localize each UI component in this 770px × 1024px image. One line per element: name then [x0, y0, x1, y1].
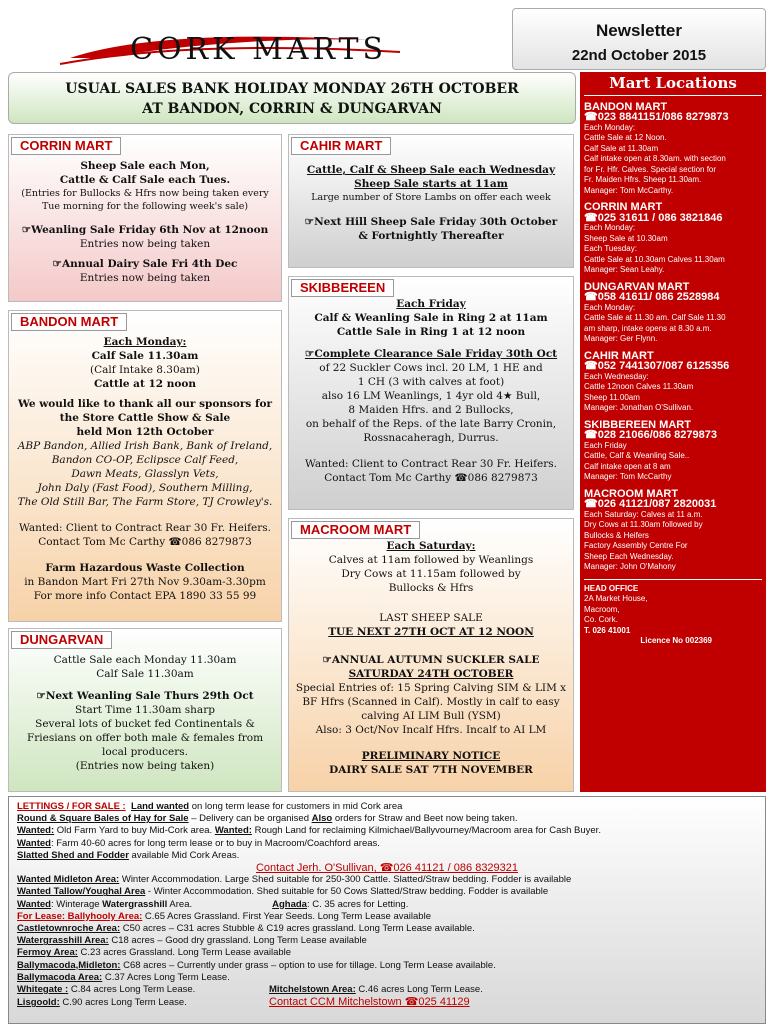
lettings-label: Ballymacoda,Midleton: — [17, 959, 121, 971]
macroom-line-1: Each Saturday: — [386, 540, 476, 552]
mart-location-detail: Each Saturday: Calves at 11 a.m. — [584, 509, 703, 519]
lettings-text: Old Farm Yard to buy Mid-Cork area. — [54, 825, 215, 837]
macroom-line-5: LAST SHEEP SALE — [379, 612, 483, 624]
mart-location-phone: ☎025 31611 / 086 3821846 — [584, 211, 723, 224]
skibbereen-line-3: Cattle Sale in Ring 1 at 12 noon — [336, 326, 526, 338]
mart-location-name: SKIBBEREEN MART — [584, 418, 691, 431]
skibbereen-line-6: 1 CH (3 with calves at foot) — [357, 376, 505, 388]
bandon-line-6: held Mon 12th October — [76, 426, 214, 438]
dungarvan-line-4: Start Time 11.30am sharp — [75, 704, 215, 716]
skibbereen-line-7: also 16 LM Weanlings, 1 4yr old 4★ Bull, — [321, 390, 541, 402]
lettings-label: Round & Square Bales of Hay for Sale — [17, 813, 189, 825]
corrin-line-7: Entries now being taken — [79, 272, 211, 284]
land-wanted: Land wanted — [131, 801, 190, 812]
mart-location-phone: ☎026 41121/087 2820031 — [584, 498, 717, 510]
lettings-label: Whitegate : — [17, 984, 69, 996]
corrin-title: CORRIN MART — [11, 137, 121, 155]
bandon-line-4: Cattle at 12 noon — [93, 378, 197, 390]
mart-location-detail: Manager: Ger Flynn. — [584, 334, 658, 343]
head-office-line-2: Macroom, — [584, 604, 620, 614]
macroom-line-6: TUE NEXT 27TH OCT AT 12 NOON — [328, 626, 534, 638]
mart-location-detail: Cattle 12noon Calves 11.30am — [584, 382, 694, 391]
mart-location-detail: Cattle Sale at 10.30am Calves 11.30am — [584, 254, 725, 264]
mart-location-detail: Each Monday: — [584, 302, 636, 312]
mart-location-detail: Cattle, Calf & Weanling Sale.. — [584, 451, 690, 460]
lettings-label: Fermoy Area: — [17, 947, 78, 959]
mart-location-detail: Manager: Sean Leahy. — [584, 265, 665, 274]
mart-location-phone: ☎052 7441307/087 6125356 — [584, 360, 730, 372]
lettings-text: C.84 acres Long Term Lease. — [68, 984, 196, 996]
mart-location-entry — [584, 420, 762, 483]
mart-location-entry — [584, 351, 762, 414]
mart-location-detail: Fr. Maiden Hfrs. Sheep 11.30am. — [584, 175, 702, 184]
mart-location-detail: Bullocks & Heifers — [584, 530, 649, 540]
lettings-text: Area. — [167, 898, 193, 910]
dungarvan-mart-box — [8, 628, 282, 792]
lettings-label: Wanted — [17, 898, 51, 910]
bandon-line-1: Each Monday: — [103, 336, 187, 348]
bank-holiday-banner — [8, 72, 576, 124]
mart-location-detail: for Fr. Hfr. Calves. Special section for — [584, 164, 717, 174]
dungarvan-line-1: Cattle Sale each Monday 11.30am — [53, 654, 237, 666]
mart-location-detail: Manager: Tom McCarthy. — [584, 185, 674, 195]
corrin-line-3: (Entries for Bullocks & Hfrs now being taken every Tue morning for the following week's sale) — [21, 188, 269, 212]
lettings-label: Wanted Tallow/Youghal Area — [17, 886, 146, 898]
lettings-label: Castletownroche Area: — [17, 923, 121, 935]
logo — [40, 18, 510, 78]
lettings-text: C.65 Acres Grassland. First Year Seeds. Long Term Lease available — [142, 910, 431, 922]
skibbereen-line-11: Wanted: Client to Contract Rear 30 Fr. Heifers. — [305, 458, 557, 470]
cahir-line-2: Sheep Sale starts at 11am — [354, 178, 508, 190]
head-office-line-3: Co. Cork. — [584, 615, 618, 624]
dungarvan-title: DUNGARVAN — [11, 631, 112, 649]
lettings-label: Wanted — [17, 837, 51, 849]
skibbereen-line-5: of 22 Suckler Cows incl. 20 LM, 1 HE and — [319, 362, 543, 374]
head-office-line-1: 2A Market House, — [584, 594, 648, 603]
mart-location-entry — [584, 282, 762, 345]
head-office-title: HEAD OFFICE — [584, 583, 639, 593]
head-office-tel: T. 026 41001 — [584, 625, 631, 635]
mart-location-phone: ☎058 41611/ 086 2528984 — [584, 291, 720, 303]
newsletter-title: Newsletter — [596, 21, 682, 40]
contact-ccm-mitchelstown: Contact CCM Mitchelstown ☎025 41129 — [269, 996, 470, 1009]
corrin-line-4: ☞Weanling Sale Friday 6th Nov at 12noon — [21, 224, 269, 236]
mart-location-detail: Cattle Sale at 11.30 am. Calf Sale 11.30 — [584, 313, 726, 322]
lettings-text: – Delivery can be organised — [188, 813, 312, 825]
macroom-line-12: DAIRY SALE SAT 7TH NOVEMBER — [329, 764, 533, 776]
corrin-line-2: Cattle & Calf Sale each Tues. — [59, 174, 231, 186]
mart-location-detail: Each Monday: — [584, 122, 636, 132]
contact-jerh-osullivan: Contact Jerh. O'Sullivan, ☎026 41121 / 086 8329321 — [255, 862, 519, 875]
mart-location-entry — [584, 102, 762, 197]
lettings-text: C.90 acres Long Term Lease. — [59, 997, 187, 1009]
skibbereen-title: SKIBBEREEN — [291, 279, 394, 297]
bandon-line-16: For more info Contact EPA 1890 33 55 99 — [33, 590, 257, 602]
dungarvan-line-5: Several lots of bucket fed Continentals & Friesians on offer both male & females from local producers. — [26, 718, 264, 758]
cahir-line-4: ☞Next Hill Sheep Sale Friday 30th October — [304, 216, 558, 228]
skibbereen-line-12: Contact Tom Mc Carthy ☎086 8279873 — [324, 472, 538, 484]
mart-location-detail: Manager: Tom McCarthy — [584, 472, 672, 481]
lettings-text: on long term lease for customers in mid Cork area — [189, 801, 403, 812]
dungarvan-line-6: (Entries now being taken) — [75, 760, 215, 772]
bandon-line-11: The Old Still Bar, The Farm Store, TJ Crowley's. — [17, 496, 273, 508]
mart-locations-title: Mart Locations — [584, 72, 762, 96]
lettings-text: - Winter Accommodation. Shed suitable for 50 Cows Slatted/Straw bedding. Fodder is available — [145, 886, 549, 898]
macroom-line-4: Bullocks & Hfrs — [388, 582, 474, 594]
macroom-line-3: Dry Cows at 11.15am followed by — [341, 568, 521, 580]
lettings-label: Wanted: — [214, 825, 252, 837]
mart-location-name: CORRIN MART — [584, 201, 663, 213]
macroom-line-8: SATURDAY 24TH OCTOBER — [348, 668, 514, 680]
cahir-title: CAHIR MART — [291, 137, 391, 155]
newsletter-date: 22nd October 2015 — [571, 47, 707, 64]
lettings-text: C18 acres – Good dry grassland. Long Term Lease available — [108, 935, 367, 947]
lettings-label: Watergrasshill — [102, 898, 168, 910]
bandon-line-2: Calf Sale 11.30am — [91, 350, 199, 362]
bandon-line-13: Contact Tom Mc Carthy ☎086 8279873 — [38, 536, 252, 548]
mart-location-name: DUNGARVAN MART — [584, 280, 690, 293]
bandon-title: BANDON MART — [11, 313, 127, 331]
mart-location-detail: Sheep Each Wednesday. — [584, 551, 674, 561]
lettings-text: available Mid Cork Areas. — [128, 849, 240, 861]
licence-number: Licence No 002369 — [640, 636, 712, 645]
mart-location-phone: ☎028 21066/086 8279873 — [584, 429, 717, 441]
bandon-line-15: in Bandon Mart Fri 27th Nov 9.30am-3.30pm — [24, 576, 266, 588]
mart-location-detail: Each Tuesday: — [584, 244, 637, 253]
bandon-line-7: ABP Bandon, Allied Irish Bank, Bank of Ireland, — [17, 440, 273, 452]
corrin-line-5: Entries now being taken — [79, 238, 211, 250]
lettings-label: Aghada — [272, 898, 307, 910]
macroom-title: MACROOM MART — [291, 521, 420, 539]
bandon-mart-box — [8, 310, 282, 622]
skibbereen-line-1: Each Friday — [396, 298, 466, 310]
lettings-label: Also — [311, 813, 333, 825]
skibbereen-mart-box — [288, 276, 574, 510]
lettings-text: C50 acres – C31 acres Stubble & C19 acres grassland. Long Term Lease available. — [120, 923, 475, 935]
mart-location-detail: Calf intake open at 8.30am. with section — [584, 154, 726, 163]
mart-location-entry — [584, 489, 762, 573]
lettings-label: Lisgoold: — [17, 997, 60, 1009]
macroom-mart-box — [288, 518, 574, 792]
mart-location-detail: Sheep Sale at 10.30am — [584, 233, 668, 243]
skibbereen-line-4: ☞Complete Clearance Sale Friday 30th Oct — [304, 348, 558, 360]
lettings-text: C.23 acres Grassland. Long Term Lease available — [77, 947, 292, 959]
lettings-text: C.46 acres Long Term Lease. — [355, 984, 483, 996]
macroom-line-9: Special Entries of: 15 Spring Calving SIM & LIM x BF Hfrs (Scanned in Calf). Mostly in calf to easy calving AI LIM Bull (YSM) — [295, 682, 567, 722]
cahir-mart-box — [288, 134, 574, 268]
mart-location-detail: Cattle Sale at 12 Noon. — [584, 133, 667, 142]
newsletter-box — [512, 8, 766, 70]
lettings-text: C.37 Acres Long Term Lease. — [102, 971, 230, 983]
lettings-text: orders for Straw and Beet now being taken. — [332, 813, 518, 825]
mart-locations-list — [584, 102, 762, 573]
corrin-line-1: Sheep Sale each Mon, — [80, 160, 210, 172]
mart-location-detail: Manager: Jonathan O'Sullivan. — [584, 403, 694, 412]
macroom-line-11: PRELIMINARY NOTICE — [361, 750, 501, 762]
lettings-text: : Winterage — [50, 898, 103, 910]
mart-location-name: BANDON MART — [584, 100, 668, 113]
banner-line-1: USUAL SALES BANK HOLIDAY MONDAY 26TH OCTOBER — [65, 81, 519, 97]
mart-location-detail: Sheep 11.00am — [584, 392, 640, 402]
lettings-label: Wanted: — [17, 825, 55, 837]
skibbereen-line-10: Rossnacaheragh, Durrus. — [363, 432, 499, 444]
logo-text: CORK MARTS — [130, 32, 388, 67]
skibbereen-line-2: Calf & Weanling Sale in Ring 2 at 11am — [314, 312, 548, 324]
bandon-line-8: Bandon CO-OP, Eclipsce Calf Feed, — [51, 454, 239, 466]
lettings-text: C68 acres – Currently under grass – option to use for tillage. Long Term Lease available. — [120, 959, 496, 971]
mart-location-detail: am sharp, intake opens at 8.30 a.m. — [584, 323, 712, 333]
bandon-line-5: We would like to thank all our sponsors for the Store Cattle Show & Sale — [17, 398, 273, 424]
mart-location-detail: Manager: John O'Mahony — [584, 562, 676, 571]
mart-location-detail: Each Wednesday: — [584, 371, 649, 381]
lettings-text: : Farm 40-60 acres for long term lease or to buy in Macroom/Coachford areas. — [50, 837, 380, 849]
corrin-line-6: ☞Annual Dairy Sale Fri 4th Dec — [52, 258, 238, 270]
lettings-text: : C. 35 acres for Letting. — [306, 898, 409, 910]
macroom-line-10: Also: 3 Oct/Nov Incalf Hfrs. Incalf to AI LM — [315, 724, 547, 736]
mart-location-phone: ☎023 8841151/086 8279873 — [584, 111, 729, 123]
bandon-line-3: (Calf Intake 8.30am) — [90, 364, 200, 376]
dungarvan-line-2: Calf Sale 11.30am — [96, 668, 194, 680]
skibbereen-line-9: on behalf of the Reps. of the late Barry Cronin, — [305, 418, 557, 430]
cahir-line-1: Cattle, Calf & Sheep Sale each Wednesday — [306, 164, 556, 176]
cahir-line-3: Large number of Store Lambs on offer each week — [311, 192, 551, 203]
bandon-line-14: Farm Hazardous Waste Collection — [45, 562, 245, 574]
bandon-line-9: Dawn Meats, Glasslyn Vets, — [71, 468, 219, 480]
bandon-line-12: Wanted: Client to Contract Rear 30 Fr. Heifers. — [19, 522, 271, 534]
lettings-label: Ballymacoda Area: — [17, 971, 103, 983]
banner-line-2: AT BANDON, CORRIN & DUNGARVAN — [142, 101, 442, 117]
lettings-label: Wanted Midleton Area: — [17, 874, 120, 886]
skibbereen-line-8: 8 Maiden Hfrs. and 2 Bullocks, — [348, 404, 514, 416]
macroom-line-7: ☞ANNUAL AUTUMN SUCKLER SALE — [322, 654, 540, 666]
mart-location-name: CAHIR MART — [584, 349, 654, 362]
mart-location-detail: Factory Assembly Centre For — [584, 541, 688, 550]
mart-location-detail: Each Monday: — [584, 223, 636, 232]
lettings-text: Rough Land for reclaiming Kilmichael/Ballyvourney/Macroom area for Cash Buyer. — [251, 825, 601, 837]
mart-location-name: MACROOM MART — [584, 487, 679, 500]
lettings-text: Winter Accommodation. Large Shed suitable for 250-300 Cattle. Slatted/Straw bedding. Fodder is available — [119, 874, 572, 886]
mart-location-detail: Each Friday — [584, 440, 627, 450]
bandon-line-10: John Daly (Fast Food), Southern Milling, — [37, 482, 253, 494]
mart-locations-panel — [580, 72, 766, 792]
lettings-heading: LETTINGS / FOR SALE : — [17, 801, 126, 812]
lettings-label: Watergrasshill Area: — [17, 935, 109, 947]
lettings-label: Mitchelstown Area: — [269, 984, 356, 996]
mart-location-detail: Calf intake open at 8 am — [584, 461, 671, 471]
macroom-line-2: Calves at 11am followed by Weanlings — [328, 554, 534, 566]
dungarvan-line-3: ☞Next Weanling Sale Thurs 29th Oct — [36, 690, 254, 702]
mart-location-entry — [584, 202, 762, 276]
mart-location-detail: Calf Sale at 11.30am — [584, 143, 659, 153]
lettings-label: For Lease: Ballyhooly Area: — [17, 910, 143, 922]
cahir-line-5: & Fortnightly Thereafter — [358, 230, 504, 242]
lettings-section — [8, 796, 766, 1024]
lettings-label: Slatted Shed and Fodder — [17, 849, 129, 861]
corrin-mart-box — [8, 134, 282, 302]
mart-location-detail: Dry Cows at 11.30am followed by — [584, 520, 703, 529]
